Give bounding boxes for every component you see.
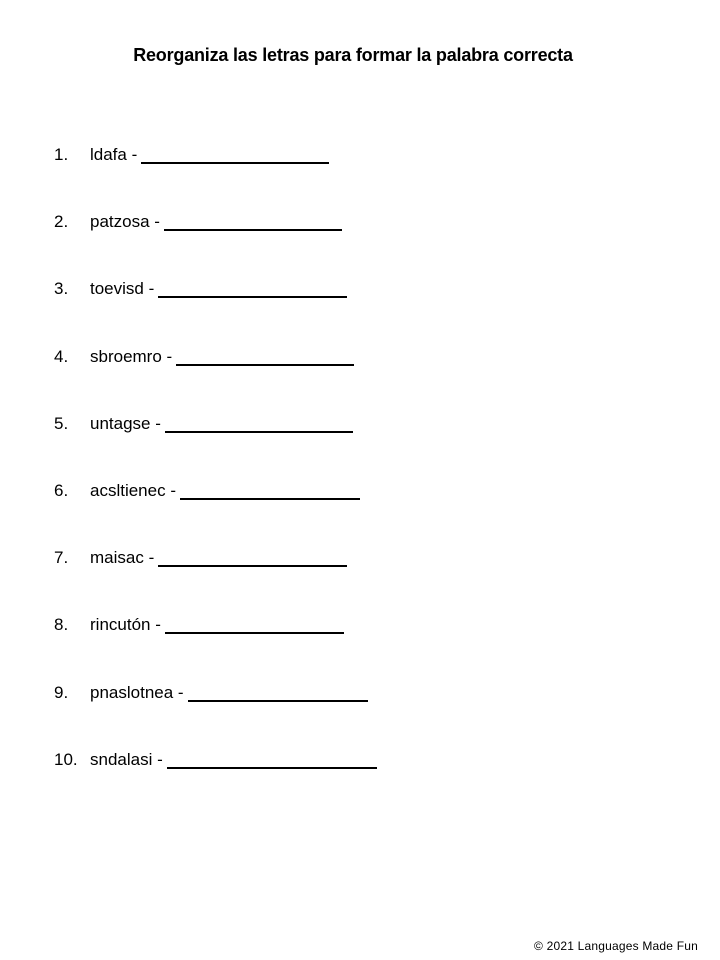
worksheet-title: Reorganiza las letras para formar la palabra correcta [133,45,573,65]
list-item [54,211,377,278]
scrambled-word: pnaslotnea - [90,682,184,702]
list-item [54,749,377,816]
scrambled-word: sndalasi - [90,749,163,769]
answer-blank[interactable] [176,346,354,366]
item-number: 2. [54,212,69,232]
answer-blank[interactable] [167,749,377,769]
item-number: 3. [54,279,69,299]
item-number: 6. [54,480,69,500]
answer-blank[interactable] [165,413,353,433]
scrambled-word: toevisd - [90,279,155,299]
copyright-footer: © 2021 Languages Made Fun [534,939,698,953]
scrambled-word: patzosa - [90,212,160,232]
scrambled-word: ldafa - [90,145,138,164]
list-item [54,144,377,211]
list-item [54,346,377,413]
answer-blank[interactable] [188,682,368,702]
list-item [54,413,377,480]
scrambled-word: maisac - [90,548,155,568]
list-item [54,682,377,749]
item-number: 10. [54,749,78,769]
answer-blank[interactable] [165,614,344,634]
answer-blank[interactable] [158,278,347,298]
list-item [54,547,377,614]
scrambled-word: sbroemro - [90,346,173,366]
list-item [54,614,377,681]
answer-blank[interactable] [180,480,360,500]
answer-blank[interactable] [158,547,347,567]
list-item [54,278,377,345]
item-number: 5. [54,413,69,433]
scramble-list [54,144,377,816]
item-number: 7. [54,548,69,568]
item-number: 9. [54,682,69,702]
scrambled-word: untagse - [90,413,161,433]
answer-blank[interactable] [141,144,329,164]
item-number: 4. [54,346,69,366]
item-number: 8. [54,615,69,635]
scrambled-word: rincutón - [90,615,161,635]
list-item [54,480,377,547]
scrambled-word: acsltienec - [90,480,176,500]
answer-blank[interactable] [164,211,342,231]
item-number: 1. [54,145,69,164]
